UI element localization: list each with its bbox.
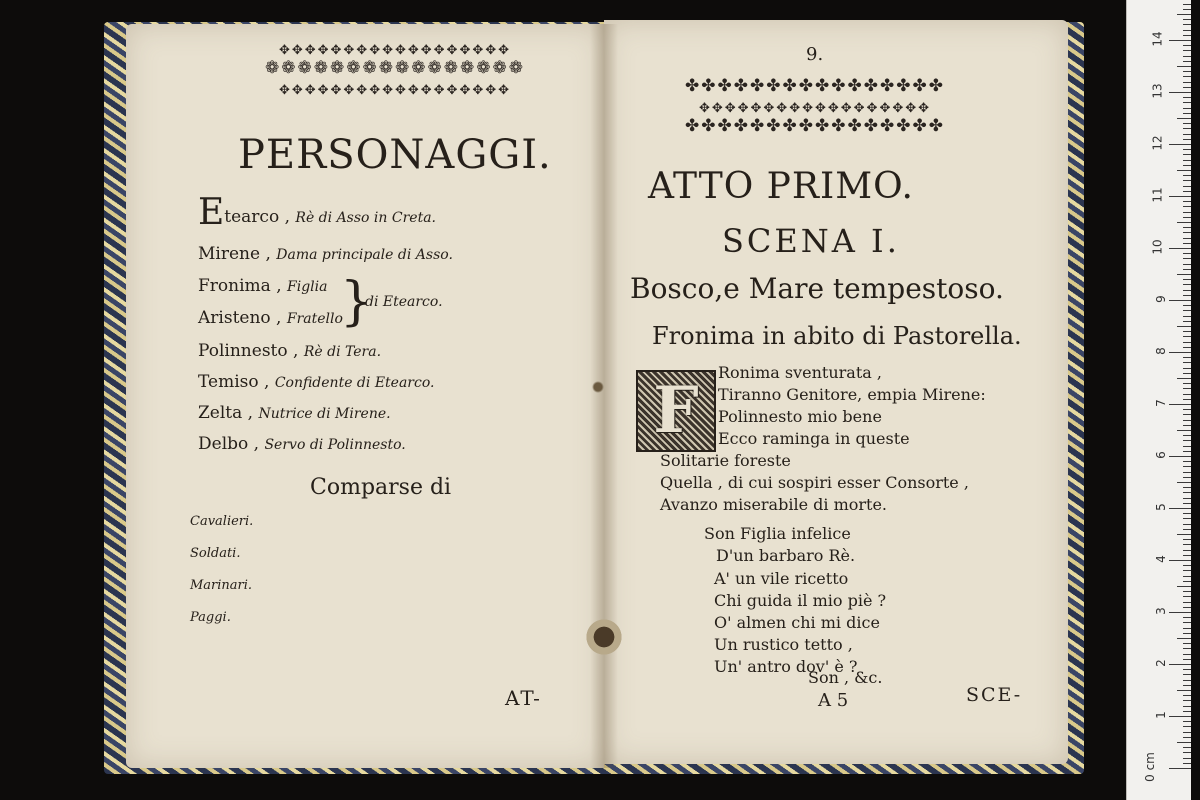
left-catchword: AT- (505, 686, 542, 710)
ruler-label: 11 (1150, 187, 1165, 203)
cast-name: tearco , (224, 207, 290, 227)
ruler-tick (1183, 492, 1191, 493)
cast-entry (198, 372, 434, 392)
left-ornament-band (205, 44, 585, 100)
ruler-tick (1183, 570, 1191, 571)
ruler-tick (1183, 555, 1191, 556)
ruler-tick (1177, 482, 1191, 483)
aria-line: Un rustico tetto , (714, 635, 853, 654)
ruler-tick (1183, 732, 1191, 733)
ruler-tick (1183, 347, 1191, 348)
ruler-tick (1183, 477, 1191, 478)
ruler-tick (1183, 669, 1191, 670)
brace-label: di Etearco. (365, 294, 443, 310)
aria-line: A' un vile ricetto (714, 569, 849, 588)
ornament-row: ✥✥✥✥✥✥✥✥✥✥✥✥✥✥✥✥✥✥ (278, 44, 512, 58)
binding-hole (591, 380, 605, 394)
cast-entry (198, 276, 327, 296)
comparse-item: Cavalieri. (190, 514, 254, 529)
ruler-tick (1183, 76, 1191, 77)
verse-line: Solitarie foreste (660, 451, 791, 470)
cast-name: Aristeno , (198, 308, 282, 328)
ruler-tick (1183, 336, 1191, 337)
ruler-tick (1183, 321, 1191, 322)
ruler-tick (1183, 201, 1191, 202)
verse-line: Avanzo miserabile di morte. (660, 495, 888, 514)
ruler-tick (1183, 362, 1191, 363)
ruler-tick (1177, 66, 1191, 67)
ruler-label: 1 (1154, 711, 1169, 719)
ruler-tick (1183, 399, 1191, 400)
comparse-item: Marinari. (190, 578, 253, 593)
ruler-tick (1183, 435, 1191, 436)
ruler-tick (1169, 560, 1191, 561)
ruler-tick (1183, 388, 1191, 389)
ruler-tick (1183, 108, 1191, 109)
ruler-tick (1183, 617, 1191, 618)
ruler-tick (1183, 550, 1191, 551)
ruler-tick (1183, 747, 1191, 748)
ruler-tick (1183, 24, 1191, 25)
ruler-tick (1169, 144, 1191, 145)
ruler-tick (1183, 258, 1191, 259)
right-ornament-band (624, 78, 1006, 142)
ruler-tick (1183, 123, 1191, 124)
ruler-tick (1183, 175, 1191, 176)
aria-da-capo: Son , &c. (808, 668, 883, 687)
ruler-tick (1183, 700, 1191, 701)
ruler-tick (1177, 274, 1191, 275)
ruler-tick (1183, 711, 1191, 712)
ruler-tick (1183, 264, 1191, 265)
ruler-tick (1169, 300, 1191, 301)
ruler-tick (1177, 690, 1191, 691)
cast-role: Figlia (287, 279, 328, 295)
ruler-tick (1177, 170, 1191, 171)
ruler-tick (1183, 622, 1191, 623)
aria-line: D'un barbaro Rè. (716, 546, 856, 565)
ruler-tick (1183, 758, 1191, 759)
ruler-tick (1183, 30, 1191, 31)
cast-role: Confidente di Etearco. (274, 375, 435, 391)
ruler-tick (1183, 752, 1191, 753)
ruler-tick (1183, 544, 1191, 545)
ruler-tick (1183, 513, 1191, 514)
ruler-tick (1183, 721, 1191, 722)
aria-line: O' almen chi mi dice (714, 613, 880, 632)
ornament-row: ❁❁❁❁❁❁❁❁❁❁❁❁❁❁❁❁ (265, 58, 525, 78)
page-damage-spot (582, 618, 626, 656)
ruler-tick (1183, 61, 1191, 62)
ruler-label: 2 (1154, 659, 1169, 667)
ruler-tick (1183, 19, 1191, 20)
ruler-tick (1169, 92, 1191, 93)
cast-entry (198, 308, 343, 328)
ruler-tick (1183, 394, 1191, 395)
ruler-tick (1183, 737, 1191, 738)
ruler-tick (1169, 508, 1191, 509)
cast-entry (198, 403, 391, 423)
ruler-tick (1183, 342, 1191, 343)
ruler-tick (1183, 628, 1191, 629)
ruler-tick (1177, 14, 1191, 15)
ruler-tick (1183, 97, 1191, 98)
cast-role: Rè di Tera. (303, 344, 382, 360)
verse-line: Quella , di cui sospiri esser Consorte , (660, 473, 969, 492)
ruler-tick (1177, 742, 1191, 743)
ruler-tick (1183, 607, 1191, 608)
ruler-tick (1169, 456, 1191, 457)
ruler-tick (1183, 451, 1191, 452)
cast-name: Zelta , (198, 403, 254, 423)
curly-brace: } (340, 272, 374, 332)
ruler-label: 12 (1150, 135, 1165, 151)
ruler-tick (1183, 4, 1191, 5)
ruler-tick (1183, 581, 1191, 582)
ruler-tick (1183, 498, 1191, 499)
ruler-tick (1183, 186, 1191, 187)
ruler-tick (1183, 45, 1191, 46)
ruler-tick (1183, 466, 1191, 467)
ruler-tick (1183, 440, 1191, 441)
ruler-tick (1177, 430, 1191, 431)
decorated-initial (636, 370, 716, 452)
ruler-tick (1169, 404, 1191, 405)
ruler-tick (1183, 160, 1191, 161)
cast-entry (198, 434, 406, 454)
ruler-tick (1183, 56, 1191, 57)
verse-line: Tiranno Genitore, empia Mirene: (718, 385, 986, 404)
decorated-initial-letter: F (653, 373, 699, 448)
ornament-row: ✤✤✤✤✤✤✤✤✤✤✤✤✤✤✤✤ (685, 78, 945, 96)
aria-line: Chi guida il mio piè ? (714, 591, 887, 610)
scene-title: SCENA I. (722, 222, 900, 260)
ruler-tick (1183, 602, 1191, 603)
ruler-label: 9 (1154, 295, 1169, 303)
verse-line: Polinnesto mio bene (718, 407, 882, 426)
signature-mark: A 5 (818, 690, 849, 711)
ruler-tick (1183, 154, 1191, 155)
ruler-label: 7 (1154, 399, 1169, 407)
ruler-tick (1183, 305, 1191, 306)
book-gutter (590, 24, 618, 768)
ruler-tick (1183, 763, 1191, 764)
ruler-tick (1169, 352, 1191, 353)
ruler-label: 13 (1150, 83, 1165, 99)
ruler-tick (1183, 290, 1191, 291)
aria-line: Son Figlia infelice (704, 524, 851, 543)
ruler-tick (1183, 227, 1191, 228)
ruler-tick (1183, 284, 1191, 285)
cast-name: Delbo , (198, 434, 260, 454)
cast-entry (198, 341, 381, 361)
ruler-tick (1169, 664, 1191, 665)
ruler-tick (1183, 695, 1191, 696)
ruler-tick (1177, 586, 1191, 587)
ruler-tick (1183, 35, 1191, 36)
ruler-tick (1183, 279, 1191, 280)
ruler-tick (1183, 414, 1191, 415)
ruler-tick (1183, 212, 1191, 213)
ruler-tick (1183, 134, 1191, 135)
cast-role: Servo di Polinnesto. (264, 437, 406, 453)
ruler-label: 5 (1154, 503, 1169, 511)
ornament-row: ✤✤✤✤✤✤✤✤✤✤✤✤✤✤✤✤ (685, 116, 945, 136)
ruler-tick (1183, 643, 1191, 644)
ruler-tick (1183, 685, 1191, 686)
cast-name: Fronima , (198, 276, 282, 296)
ruler-tick (1183, 191, 1191, 192)
ornament-row: ✥✥✥✥✥✥✥✥✥✥✥✥✥✥✥✥✥✥ (278, 83, 512, 98)
ruler-tick (1183, 726, 1191, 727)
ruler-tick (1183, 269, 1191, 270)
ruler-tick (1177, 638, 1191, 639)
ruler-tick (1183, 425, 1191, 426)
ruler-tick (1183, 149, 1191, 150)
ruler-tick (1177, 534, 1191, 535)
ruler-tick (1183, 253, 1191, 254)
ruler-tick (1183, 331, 1191, 332)
ruler-tick (1183, 659, 1191, 660)
ruler-tick (1183, 529, 1191, 530)
ruler-tick (1183, 238, 1191, 239)
ruler-tick (1183, 654, 1191, 655)
ruler-tick (1183, 565, 1191, 566)
ruler-tick (1177, 326, 1191, 327)
ruler-label: 6 (1154, 451, 1169, 459)
ruler-tick (1177, 378, 1191, 379)
ruler-label: 8 (1154, 347, 1169, 355)
aria-line: Un' antro dov' è ? (714, 657, 858, 676)
ruler-tick (1183, 487, 1191, 488)
ruler-tick (1177, 222, 1191, 223)
ruler-tick (1183, 357, 1191, 358)
ruler-tick (1169, 248, 1191, 249)
ruler-tick (1183, 576, 1191, 577)
ornament-row: ✥✥✥✥✥✥✥✥✥✥✥✥✥✥✥✥✥✥ (698, 101, 932, 116)
verse-line: Ecco raminga in queste (718, 429, 910, 448)
ruler-tick (1183, 165, 1191, 166)
cast-name: Mirene , (198, 244, 271, 264)
ruler-tick (1183, 446, 1191, 447)
ruler-tick (1183, 503, 1191, 504)
ruler-tick (1183, 383, 1191, 384)
ruler-tick (1169, 612, 1191, 613)
page-number: 9. (806, 44, 824, 65)
ruler-tick (1183, 87, 1191, 88)
ruler-tick (1183, 243, 1191, 244)
ruler-tick (1183, 596, 1191, 597)
ruler-tick (1183, 82, 1191, 83)
ruler-tick (1183, 461, 1191, 462)
ruler-tick (1183, 648, 1191, 649)
ruler-tick (1177, 118, 1191, 119)
cast-role: Dama principale di Asso. (276, 247, 453, 263)
ruler-label: 10 (1150, 239, 1165, 255)
right-catchword: SCE- (966, 684, 1023, 706)
comparse-heading: Comparse di (310, 475, 452, 500)
ruler-tick (1183, 518, 1191, 519)
comparse-item: Paggi. (190, 610, 231, 625)
character-direction: Fronima in abito di Pastorella. (652, 322, 1022, 350)
ruler-tick (1183, 674, 1191, 675)
ruler-tick (1183, 113, 1191, 114)
ruler-tick (1183, 50, 1191, 51)
ruler-tick (1183, 524, 1191, 525)
ruler-tick (1183, 368, 1191, 369)
ruler-tick (1169, 716, 1191, 717)
ruler-tick (1183, 310, 1191, 311)
ruler-tick (1183, 295, 1191, 296)
ruler-tick (1183, 420, 1191, 421)
ruler-tick (1169, 768, 1191, 769)
ruler-tick (1183, 539, 1191, 540)
scale-ruler (1126, 0, 1191, 800)
ruler-tick (1183, 472, 1191, 473)
act-title: ATTO PRIMO. (648, 166, 914, 207)
ruler-tick (1169, 40, 1191, 41)
ruler-tick (1183, 180, 1191, 181)
ruler-label: 0 cm (1143, 752, 1158, 782)
ruler-tick (1183, 316, 1191, 317)
cast-initial: E (198, 192, 225, 233)
ruler-label: 14 (1150, 31, 1165, 47)
cast-name: Temiso , (198, 372, 270, 392)
ruler-tick (1183, 409, 1191, 410)
cast-entry (198, 192, 436, 233)
verse-line: Ronima sventurata , (718, 363, 882, 382)
ruler-tick (1183, 102, 1191, 103)
ruler-tick (1183, 71, 1191, 72)
ruler-tick (1183, 139, 1191, 140)
cast-title: PERSONAGGI. (238, 132, 552, 178)
ruler-tick (1183, 591, 1191, 592)
ruler-label: 3 (1154, 607, 1169, 615)
ruler-tick (1183, 217, 1191, 218)
cast-role: Nutrice di Mirene. (258, 406, 391, 422)
ruler-tick (1183, 633, 1191, 634)
cast-name: Polinnesto , (198, 341, 299, 361)
cast-role: Fratello (286, 311, 343, 327)
comparse-item: Soldati. (190, 546, 241, 561)
ruler-tick (1183, 9, 1191, 10)
scene-setting: Bosco,e Mare tempestoso. (630, 272, 1004, 305)
ruler-tick (1183, 232, 1191, 233)
ruler-tick (1183, 128, 1191, 129)
ruler-tick (1169, 196, 1191, 197)
ruler-label: 4 (1154, 555, 1169, 563)
cast-entry (198, 244, 453, 264)
cast-role: Rè di Asso in Creta. (295, 210, 436, 226)
ruler-tick (1183, 706, 1191, 707)
ruler-tick (1183, 206, 1191, 207)
ruler-tick (1183, 680, 1191, 681)
ruler-tick (1183, 373, 1191, 374)
